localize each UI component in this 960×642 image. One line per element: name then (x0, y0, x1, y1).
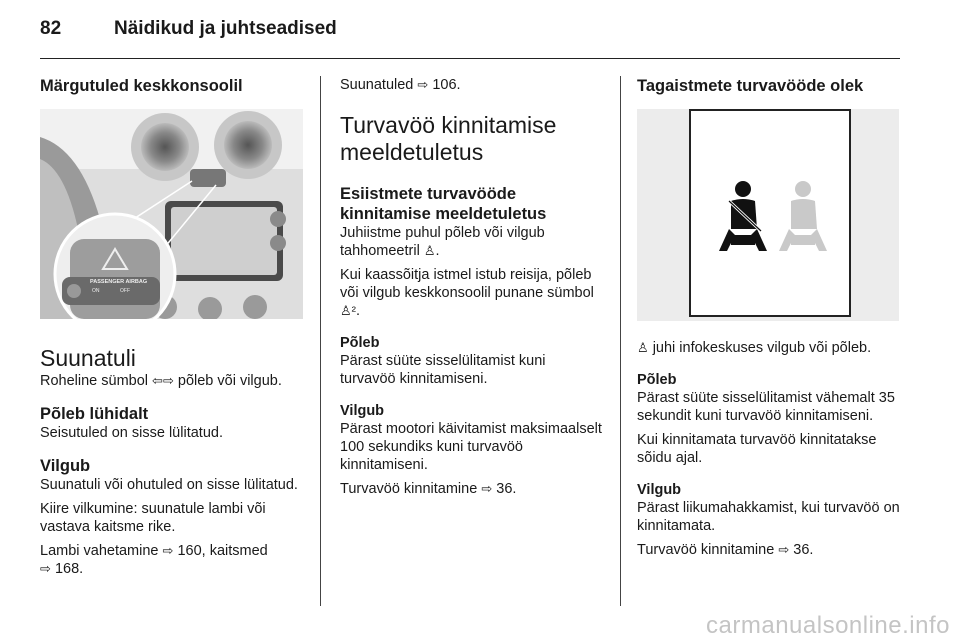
flashing-text: Suunatuli või ohutuled on sisse lülitatud. (40, 477, 298, 493)
lit-text: Pärast süüte sisselülitamist kuni turvavöö kinnitamiseni. (340, 353, 546, 387)
header-rule (40, 58, 900, 59)
passenger-text-body: Kui kaassõitja istmel istub reisija, põleb või vilgub keskkonsoolil punane sümbol (340, 267, 594, 301)
column-left (40, 76, 303, 578)
ref-page-link[interactable]: 36. (496, 481, 517, 497)
fuse-page-link[interactable]: 168. (54, 561, 84, 577)
column-divider (320, 76, 321, 606)
seatbelt-display-frame (689, 109, 851, 317)
column-middle (340, 76, 605, 498)
flash-text: Pärast mootori käivitamist maksimaalselt 100 sekundiks kuni turvavöö kinnitamiseni. (340, 421, 602, 473)
flash-heading: Vilgub (340, 403, 385, 419)
console-illustration (40, 109, 303, 319)
console-photo (40, 109, 303, 319)
chapter-title: Näidikud ja juhtseadised (114, 18, 337, 39)
flashing-heading: Vilgub (40, 457, 91, 475)
seatbelt-status-panel (637, 109, 899, 321)
arrow-ref-icon: ⇨ (162, 543, 174, 558)
rear-seatbelt-heading: Tagaistmete turvavööde olek (637, 77, 864, 95)
arrow-ref-icon: ⇨ (417, 77, 429, 92)
seatbelt-reminder-heading: Turvavöö kinnitamise meeldetuletus (340, 112, 557, 165)
turn-signals-ref (340, 76, 605, 94)
flash-heading: Vilgub (637, 482, 682, 498)
seatbelt-icon (779, 181, 827, 251)
seatbelt-icon: ♙² (340, 303, 356, 318)
arrow-ref-icon: ⇨ (40, 561, 51, 576)
turn-text-after: põleb või vilgub. (177, 373, 282, 389)
seatbelt-icon (719, 181, 767, 251)
page-number: 82 (40, 18, 62, 39)
turn-signal-icon: ⇦⇨ (152, 373, 174, 388)
turn-text: Roheline sümbol (40, 373, 149, 389)
watermark: carmanualsonline.info (706, 612, 950, 639)
page-header (40, 18, 900, 54)
lit-briefly-text: Seisutuled on sisse lülitatud. (40, 425, 223, 441)
turn-signal-heading: Suunatuli (40, 345, 136, 371)
column-right (637, 76, 902, 559)
lit-heading: Põleb (340, 335, 380, 351)
lit-text: Pärast süüte sisselülitamist vähemalt 35 sekundit kuni turvavöö kinnitamiseni. (637, 390, 895, 424)
turn-signal-text (40, 372, 303, 390)
front-seatbelt-text: Juhiistme puhul põleb või vilgub tahhomeetril ♙. (340, 225, 545, 259)
flash-text: Pärast liikumahakkamist, kui turvavöö on kinnitamata. (637, 500, 900, 534)
column-divider (620, 76, 621, 606)
on-label: ON (92, 288, 100, 294)
section-title: Märgutuled keskkonsoolil (40, 77, 243, 95)
airbag-label: PASSENGER AIRBAG (90, 279, 148, 285)
seatbelt-ref (637, 541, 902, 559)
ref-page-link[interactable]: 36. (793, 542, 814, 558)
turn-ref-text: Suunatuled (340, 77, 414, 93)
seatbelt-icon: ♙ (423, 243, 436, 258)
info-text: juhi infokeskuses vilgub või põleb. (652, 340, 872, 356)
fast-flash-text: Kiire vilkumine: suunatule lambi või vastava kaitsme rike. (40, 501, 266, 535)
passenger-text: Kui kaassõitja istmel istub reisija, põleb või vilgub keskkonsoolil punane sümbol ♙². (340, 267, 594, 319)
unfastened-text: Kui kinnitamata turvavöö kinnitatakse sõidu ajal. (637, 432, 877, 466)
off-label: OFF (120, 288, 130, 294)
arrow-ref-icon: ⇨ (778, 542, 790, 557)
info-center-text (637, 339, 902, 357)
ref-text: Turvavöö kinnitamine (637, 542, 775, 558)
seatbelt-icons (691, 111, 849, 315)
arrow-ref-icon: ⇨ (481, 481, 493, 496)
bulb-replacement-text (40, 542, 303, 578)
lit-heading: Põleb (637, 372, 677, 388)
seatbelt-ref (340, 480, 605, 498)
bulb-text: Lambi vahetamine (40, 543, 159, 559)
ref-text: Turvavöö kinnitamine (340, 481, 478, 497)
seatbelt-icon: ♙ (637, 340, 649, 355)
turn-ref-page-link[interactable]: 106. (432, 77, 461, 93)
bulb-page-link[interactable]: 160, kaitsmed (177, 543, 268, 559)
front-text: Juhiistme puhul põleb või vilgub tahhomeetril (340, 225, 545, 259)
front-seatbelt-heading: Esiistmete turvavööde kinnitamise meeldetuletus (340, 185, 547, 223)
lit-briefly-heading: Põleb lühidalt (40, 405, 149, 423)
